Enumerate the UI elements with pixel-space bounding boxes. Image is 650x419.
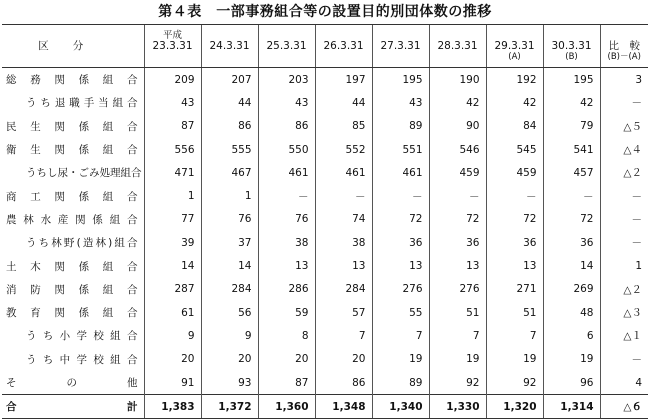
table-cell: 59 bbox=[258, 301, 315, 324]
table-cell: 552 bbox=[315, 138, 372, 161]
table-cell: 72 bbox=[543, 208, 600, 231]
table-cell: 38 bbox=[258, 231, 315, 254]
table-cell: 190 bbox=[429, 68, 486, 92]
row-label: 合計 bbox=[2, 395, 144, 419]
row-label: 総務関係組合 bbox=[6, 74, 138, 87]
table-cell: 1,330 bbox=[429, 395, 486, 419]
table-cell: － bbox=[543, 184, 600, 207]
table-cell: 76 bbox=[201, 208, 258, 231]
header-col: 比 較 (B)－(A) bbox=[600, 25, 648, 68]
table-cell: 90 bbox=[429, 115, 486, 138]
table-cell: 92 bbox=[429, 371, 486, 395]
table-cell: 550 bbox=[258, 138, 315, 161]
table-cell: 284 bbox=[201, 278, 258, 301]
table-cell: 77 bbox=[144, 208, 201, 231]
table-cell: 13 bbox=[315, 254, 372, 277]
table-row bbox=[2, 324, 648, 347]
table-cell: 461 bbox=[372, 161, 429, 184]
row-label: 衛生関係組合 bbox=[6, 144, 138, 157]
table-cell: 36 bbox=[372, 231, 429, 254]
table-cell: △６ bbox=[600, 395, 648, 419]
table-cell: 91 bbox=[144, 371, 201, 395]
table-cell: 195 bbox=[372, 68, 429, 92]
header-row bbox=[2, 25, 648, 68]
row-label: 民生関係組合 bbox=[6, 120, 138, 133]
table-cell: 20 bbox=[315, 348, 372, 371]
row-label: うちし尿・ごみ処理組合 bbox=[26, 167, 142, 180]
table-cell: 39 bbox=[144, 231, 201, 254]
header-col: 24.3.31 bbox=[201, 25, 258, 68]
table-cell: 555 bbox=[201, 138, 258, 161]
table-cell: 84 bbox=[486, 115, 543, 138]
header-col: 27.3.31 bbox=[372, 25, 429, 68]
table-cell: 42 bbox=[486, 91, 543, 114]
table-cell: △１ bbox=[600, 324, 648, 347]
table-cell: 1,360 bbox=[258, 395, 315, 419]
table-cell: 203 bbox=[258, 68, 315, 92]
table-cell: 76 bbox=[258, 208, 315, 231]
header-col: 平成 23.3.31 bbox=[144, 25, 201, 68]
table-cell: 38 bbox=[315, 231, 372, 254]
table-row bbox=[2, 254, 648, 277]
header-col: 28.3.31 bbox=[429, 25, 486, 68]
table-cell: 1 bbox=[201, 184, 258, 207]
table-cell: 20 bbox=[258, 348, 315, 371]
table-row bbox=[2, 348, 648, 371]
table-row bbox=[2, 301, 648, 324]
row-label: 消防関係組合 bbox=[6, 283, 138, 296]
table-cell: 276 bbox=[372, 278, 429, 301]
table-cell: 19 bbox=[486, 348, 543, 371]
table-cell: 87 bbox=[258, 371, 315, 395]
table-cell: 79 bbox=[543, 115, 600, 138]
table-cell: 457 bbox=[543, 161, 600, 184]
table-cell: 269 bbox=[543, 278, 600, 301]
table-cell: 93 bbox=[201, 371, 258, 395]
table-cell: 74 bbox=[315, 208, 372, 231]
table-cell: 96 bbox=[543, 371, 600, 395]
table-cell: 461 bbox=[258, 161, 315, 184]
table-cell: 89 bbox=[372, 115, 429, 138]
table-cell: 6 bbox=[543, 324, 600, 347]
table-cell: 14 bbox=[144, 254, 201, 277]
table-cell: 7 bbox=[486, 324, 543, 347]
row-label: うち小学校組合 bbox=[26, 330, 138, 343]
table-cell: 48 bbox=[543, 301, 600, 324]
header-col: 30.3.31 (B) bbox=[543, 25, 600, 68]
table-cell: 197 bbox=[315, 68, 372, 92]
table-cell: 56 bbox=[201, 301, 258, 324]
table-cell: △２ bbox=[600, 278, 648, 301]
table-cell: 72 bbox=[486, 208, 543, 231]
table-cell: 286 bbox=[258, 278, 315, 301]
table-cell: 86 bbox=[201, 115, 258, 138]
header-col: 25.3.31 bbox=[258, 25, 315, 68]
table-cell: 284 bbox=[315, 278, 372, 301]
table-cell: 44 bbox=[315, 91, 372, 114]
table-row bbox=[2, 68, 648, 92]
row-label: 農林水産関係組合 bbox=[6, 213, 138, 226]
table-cell: 1 bbox=[144, 184, 201, 207]
total-row bbox=[2, 395, 648, 419]
table-cell: 43 bbox=[144, 91, 201, 114]
table-cell: 461 bbox=[315, 161, 372, 184]
table-cell: 13 bbox=[429, 254, 486, 277]
table-cell: 19 bbox=[372, 348, 429, 371]
table-cell: － bbox=[600, 231, 648, 254]
table-cell: 276 bbox=[429, 278, 486, 301]
row-label: その他 bbox=[6, 377, 138, 389]
table-cell: 36 bbox=[429, 231, 486, 254]
table-cell: 546 bbox=[429, 138, 486, 161]
table-cell: 556 bbox=[144, 138, 201, 161]
table-row bbox=[2, 91, 648, 114]
table-cell: 13 bbox=[372, 254, 429, 277]
table-cell: 14 bbox=[543, 254, 600, 277]
table-cell: 1,372 bbox=[201, 395, 258, 419]
table-cell: 20 bbox=[201, 348, 258, 371]
table-cell: 86 bbox=[315, 371, 372, 395]
table-row bbox=[2, 115, 648, 138]
table-cell: 36 bbox=[486, 231, 543, 254]
table-cell: 19 bbox=[543, 348, 600, 371]
table-cell: 1,340 bbox=[372, 395, 429, 419]
table-cell: 7 bbox=[429, 324, 486, 347]
table-cell: 1,314 bbox=[543, 395, 600, 419]
row-label: 土木関係組合 bbox=[6, 260, 138, 273]
table-cell: － bbox=[372, 184, 429, 207]
row-label: 商工関係組合 bbox=[6, 190, 138, 203]
data-table bbox=[2, 24, 648, 419]
table-cell: 57 bbox=[315, 301, 372, 324]
table-cell: △２ bbox=[600, 161, 648, 184]
table-cell: 13 bbox=[486, 254, 543, 277]
table-row bbox=[2, 371, 648, 395]
table-row bbox=[2, 231, 648, 254]
table-cell: 1,383 bbox=[144, 395, 201, 419]
table-cell: 3 bbox=[600, 68, 648, 92]
header-label: 区分 bbox=[2, 25, 144, 68]
table-cell: 14 bbox=[201, 254, 258, 277]
table-cell: 192 bbox=[486, 68, 543, 92]
table-row bbox=[2, 184, 648, 207]
table-cell: 37 bbox=[201, 231, 258, 254]
table-cell: 7 bbox=[315, 324, 372, 347]
table-cell: 86 bbox=[258, 115, 315, 138]
table-row bbox=[2, 208, 648, 231]
table-cell: 545 bbox=[486, 138, 543, 161]
table-cell: 72 bbox=[372, 208, 429, 231]
table-cell: 89 bbox=[372, 371, 429, 395]
table-cell: 1 bbox=[600, 254, 648, 277]
table-cell: 541 bbox=[543, 138, 600, 161]
table-cell: 551 bbox=[372, 138, 429, 161]
table-cell: 9 bbox=[144, 324, 201, 347]
table-cell: － bbox=[600, 348, 648, 371]
table-cell: △４ bbox=[600, 138, 648, 161]
table-row bbox=[2, 138, 648, 161]
table-cell: 43 bbox=[372, 91, 429, 114]
page-title: 第４表 一部事務組合等の設置目的別団体数の推移 bbox=[158, 4, 492, 20]
table-cell: 44 bbox=[201, 91, 258, 114]
table-cell: 271 bbox=[486, 278, 543, 301]
table-cell: 195 bbox=[543, 68, 600, 92]
table-cell: 92 bbox=[486, 371, 543, 395]
table-cell: 55 bbox=[372, 301, 429, 324]
row-label: うち退職手当組合 bbox=[26, 97, 138, 110]
table-cell: 209 bbox=[144, 68, 201, 92]
table-cell: － bbox=[315, 184, 372, 207]
table-cell: 459 bbox=[486, 161, 543, 184]
row-label: うち中学校組合 bbox=[26, 353, 138, 366]
table-row bbox=[2, 278, 648, 301]
table-cell: 459 bbox=[429, 161, 486, 184]
table-cell: 36 bbox=[543, 231, 600, 254]
table-cell: 42 bbox=[543, 91, 600, 114]
row-label: 教育関係組合 bbox=[6, 307, 138, 320]
table-cell: 4 bbox=[600, 371, 648, 395]
table-row bbox=[2, 161, 648, 184]
table-cell: 287 bbox=[144, 278, 201, 301]
table-cell: － bbox=[600, 208, 648, 231]
table-cell: 467 bbox=[201, 161, 258, 184]
header-col: 29.3.31 (A) bbox=[486, 25, 543, 68]
table-cell: － bbox=[486, 184, 543, 207]
header-col: 26.3.31 bbox=[315, 25, 372, 68]
table-cell: 1,348 bbox=[315, 395, 372, 419]
table-cell: 51 bbox=[486, 301, 543, 324]
table-cell: 9 bbox=[201, 324, 258, 347]
table-cell: △３ bbox=[600, 301, 648, 324]
table-cell: 87 bbox=[144, 115, 201, 138]
row-label: うち林野(造林)組合 bbox=[26, 237, 138, 250]
table-cell: 207 bbox=[201, 68, 258, 92]
table-cell: － bbox=[258, 184, 315, 207]
table-cell: 471 bbox=[144, 161, 201, 184]
table-cell: 51 bbox=[429, 301, 486, 324]
table-cell: 43 bbox=[258, 91, 315, 114]
table-cell: 72 bbox=[429, 208, 486, 231]
table-cell: 61 bbox=[144, 301, 201, 324]
table-cell: 1,320 bbox=[486, 395, 543, 419]
table-cell: △５ bbox=[600, 115, 648, 138]
table-cell: － bbox=[600, 91, 648, 114]
table-cell: 8 bbox=[258, 324, 315, 347]
table-cell: － bbox=[429, 184, 486, 207]
table-cell: 13 bbox=[258, 254, 315, 277]
table-cell: 7 bbox=[372, 324, 429, 347]
table-cell: － bbox=[600, 184, 648, 207]
table-cell: 42 bbox=[429, 91, 486, 114]
table-cell: 85 bbox=[315, 115, 372, 138]
table-body bbox=[2, 68, 648, 419]
table-cell: 19 bbox=[429, 348, 486, 371]
table-cell: 20 bbox=[144, 348, 201, 371]
